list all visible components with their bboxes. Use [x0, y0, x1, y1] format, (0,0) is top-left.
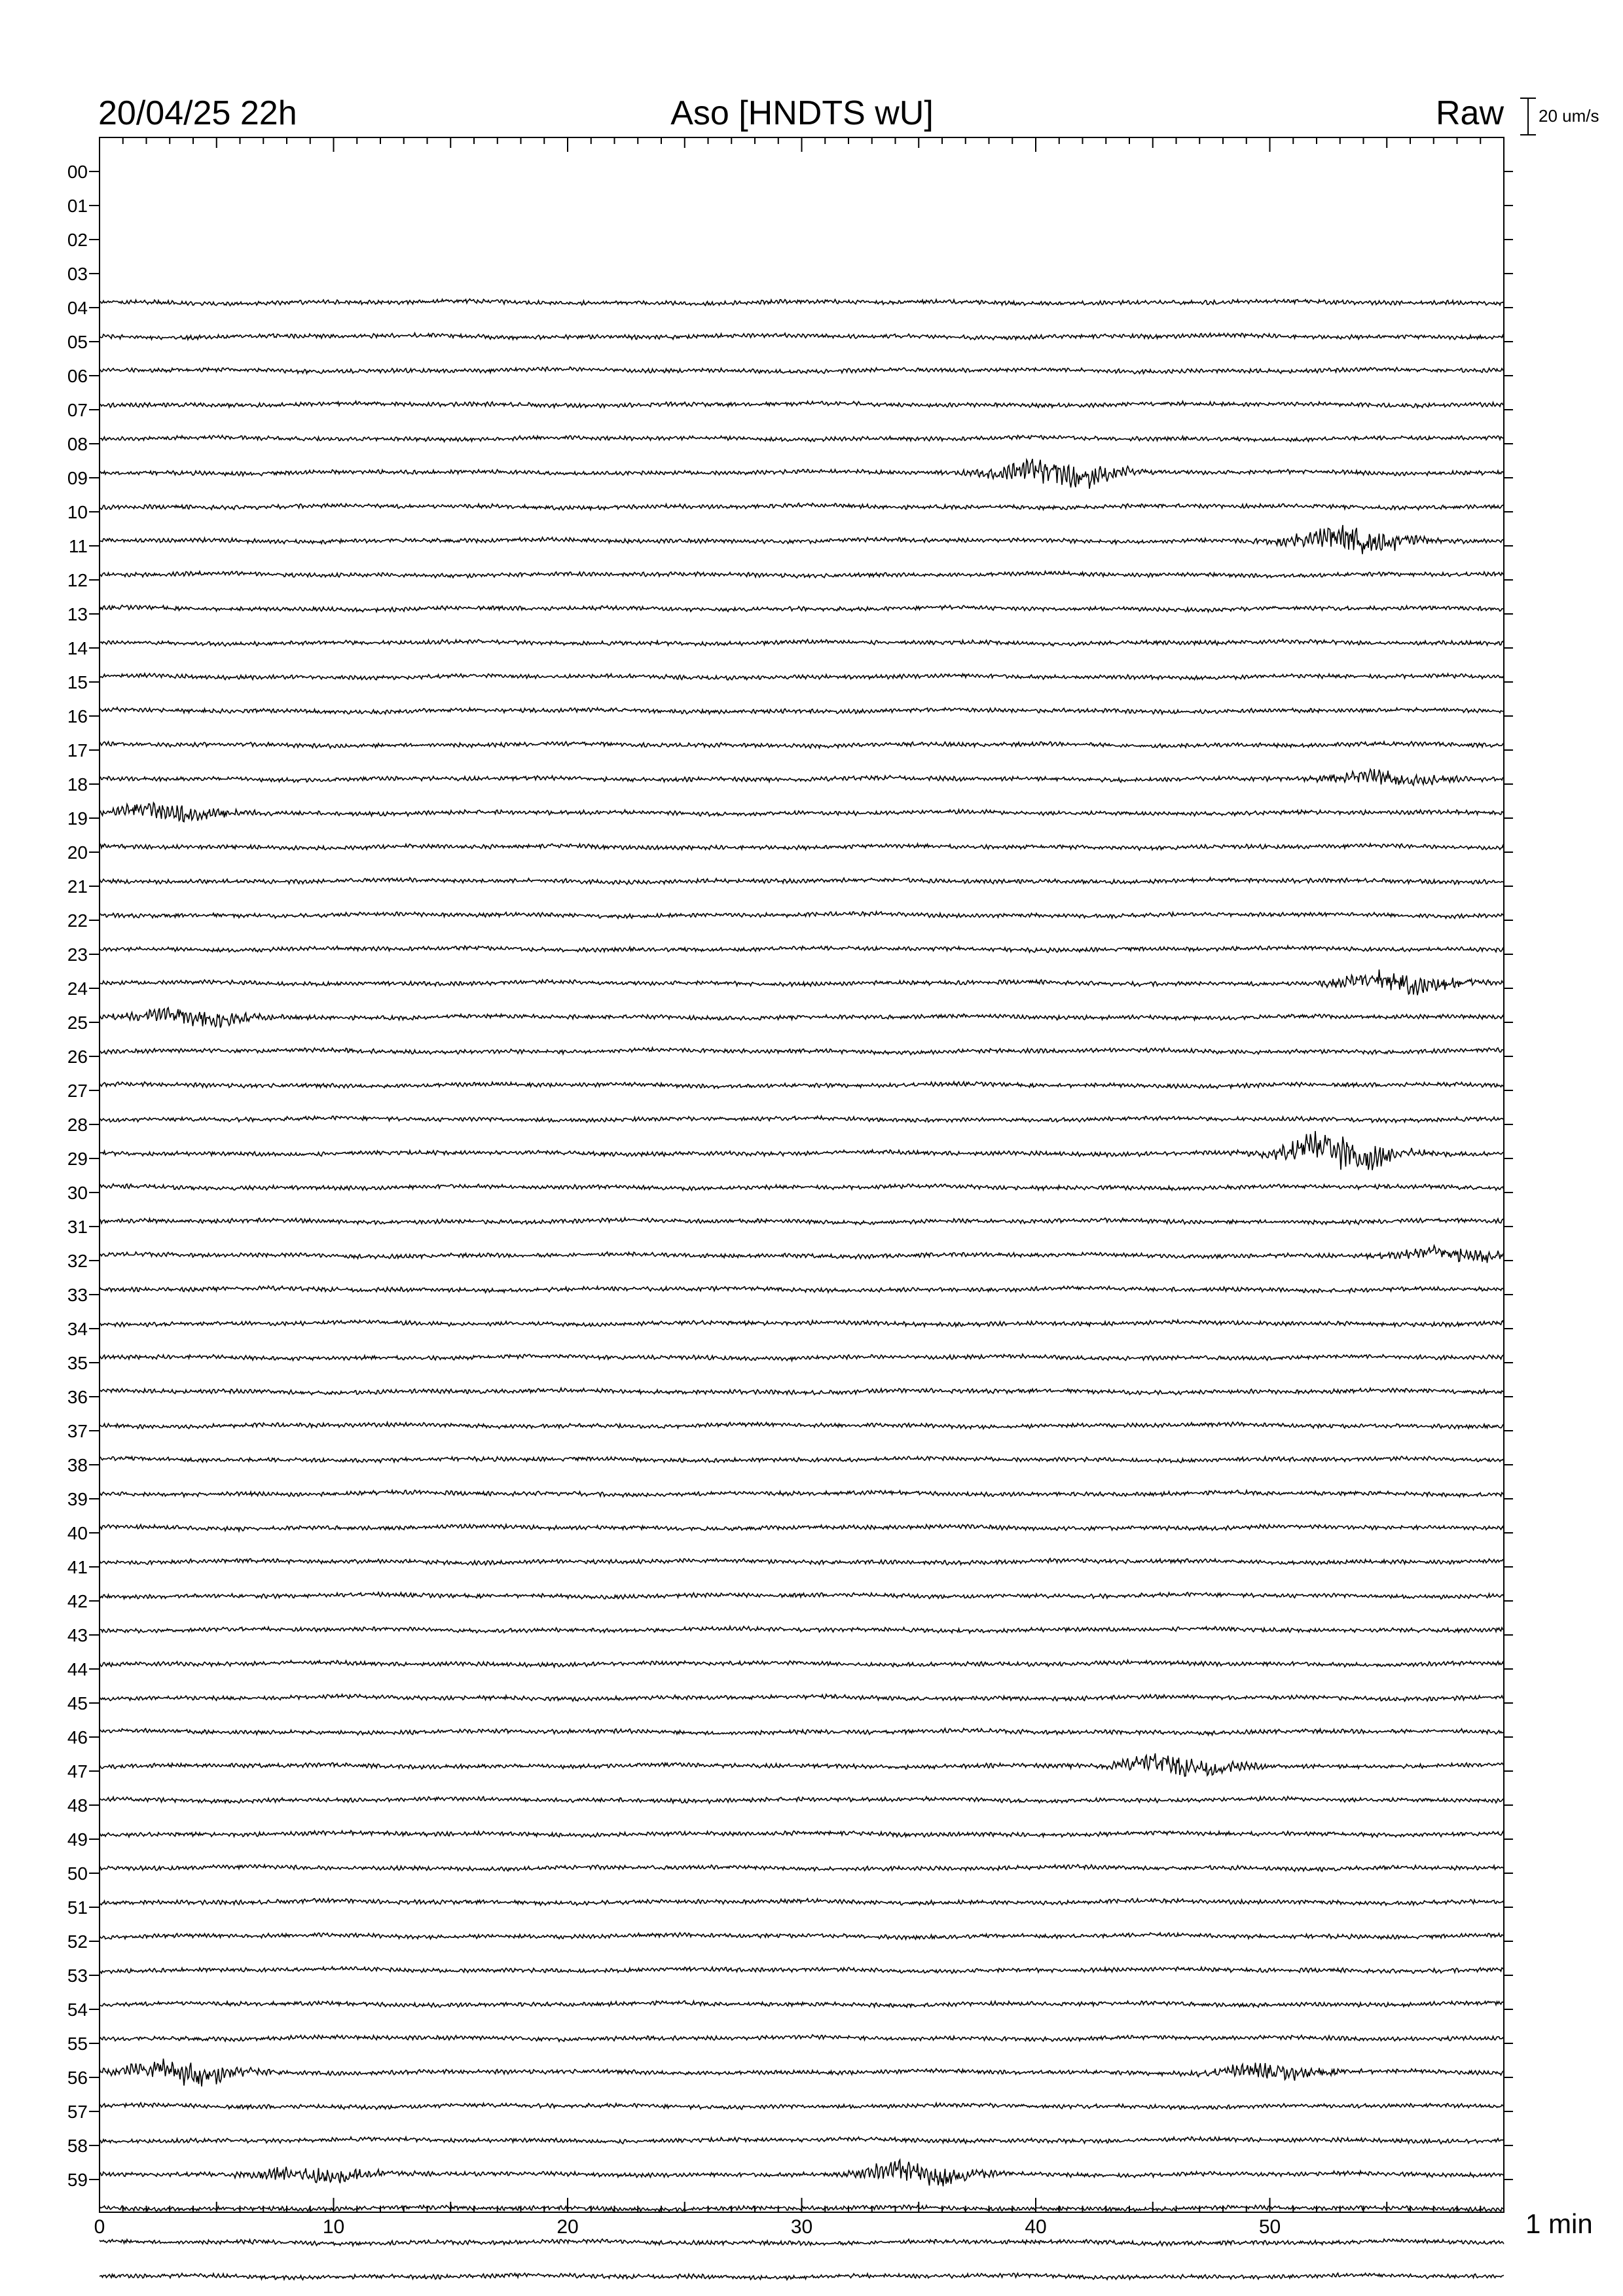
row-label: 21: [67, 876, 88, 897]
trace-row-57: [100, 2103, 1504, 2109]
trace-row-12: [100, 571, 1504, 578]
row-label: 38: [67, 1455, 88, 1475]
row-label: 43: [67, 1625, 88, 1645]
x-tick-label: 30: [790, 2216, 813, 2238]
row-label: 08: [67, 434, 88, 454]
row-label: 22: [67, 910, 88, 931]
row-label: 24: [67, 978, 88, 999]
trace-row-04: [100, 299, 1504, 306]
trace-row-34: [100, 1320, 1504, 1327]
row-label: 40: [67, 1523, 88, 1543]
row-label: 35: [67, 1353, 88, 1373]
trace-row-26: [100, 1048, 1504, 1055]
trace-row-17: [100, 742, 1504, 748]
trace-row-extra-62: [100, 2273, 1504, 2280]
row-label: 19: [67, 808, 88, 829]
trace-row-42: [100, 1592, 1504, 1599]
trace-row-37: [100, 1422, 1504, 1429]
row-label: 25: [67, 1013, 88, 1033]
row-label: 51: [67, 1897, 88, 1918]
trace-row-58: [100, 2137, 1504, 2144]
x-tick-label: 10: [322, 2216, 345, 2238]
trace-row-07: [100, 401, 1504, 408]
row-label: 36: [67, 1387, 88, 1407]
row-label: 10: [67, 502, 88, 522]
trace-row-14: [100, 639, 1504, 646]
row-label: 30: [67, 1183, 88, 1203]
trace-row-30: [100, 1184, 1504, 1191]
row-label: 29: [67, 1149, 88, 1169]
row-label: 34: [67, 1319, 88, 1339]
row-label: 52: [67, 1931, 88, 1952]
row-label: 41: [67, 1557, 88, 1577]
row-label: 49: [67, 1829, 88, 1850]
row-label: 23: [67, 944, 88, 965]
trace-row-44: [100, 1660, 1504, 1668]
trace-row-59: [100, 2160, 1504, 2186]
trace-row-36: [100, 1388, 1504, 1395]
row-label: 39: [67, 1489, 88, 1509]
trace-row-06: [100, 367, 1504, 374]
amplitude-scale-bar: [1520, 98, 1536, 135]
trace-row-50: [100, 1865, 1504, 1871]
row-label: 26: [67, 1047, 88, 1067]
x-tick-labels: [94, 2216, 1281, 2238]
x-axis-unit-label: 1 min: [1525, 2208, 1593, 2239]
trace-row-19: [100, 802, 1504, 821]
x-tick-label: 40: [1025, 2216, 1047, 2238]
row-label: 07: [67, 400, 88, 420]
scale-label: 20 um/s: [1539, 106, 1599, 126]
trace-row-48: [100, 1797, 1504, 1803]
row-label: 56: [67, 2068, 88, 2088]
row-label: 01: [67, 196, 88, 216]
trace-row-10: [100, 503, 1504, 511]
row-label: 04: [67, 298, 88, 318]
trace-row-43: [100, 1626, 1504, 1633]
header-mode: Raw: [1435, 94, 1504, 132]
trace-row-46: [100, 1729, 1504, 1735]
row-label: 17: [67, 740, 88, 761]
row-label: 09: [67, 468, 88, 488]
trace-row-18: [100, 769, 1504, 785]
row-label: 50: [67, 1863, 88, 1884]
trace-row-22: [100, 912, 1504, 918]
trace-row-41: [100, 1558, 1504, 1565]
trace-row-27: [100, 1082, 1504, 1088]
trace-row-28: [100, 1116, 1504, 1122]
row-label: 55: [67, 2034, 88, 2054]
row-label: 54: [67, 2000, 88, 2020]
trace-row-23: [100, 946, 1504, 952]
trace-row-51: [100, 1899, 1504, 1905]
trace-row-21: [100, 878, 1504, 884]
trace-row-47: [100, 1753, 1504, 1776]
trace-row-15: [100, 673, 1504, 680]
row-label: 11: [68, 536, 88, 556]
header-datetime: 20/04/25 22h: [98, 94, 297, 132]
row-label: 20: [67, 842, 88, 863]
row-label: 46: [67, 1727, 88, 1748]
trace-row-24: [100, 969, 1504, 995]
row-label: 03: [67, 264, 88, 284]
trace-row-38: [100, 1456, 1504, 1463]
trace-row-39: [100, 1490, 1504, 1497]
row-label: 37: [67, 1421, 88, 1441]
row-label: 32: [67, 1251, 88, 1271]
trace-row-20: [100, 844, 1504, 850]
row-label: 31: [67, 1217, 88, 1237]
right-axis-ticks: [1504, 171, 1513, 2179]
row-label: 14: [67, 638, 88, 658]
row-labels: [67, 162, 100, 2190]
row-label: 58: [67, 2136, 88, 2156]
row-label: 28: [67, 1115, 88, 1135]
trace-row-25: [100, 1008, 1504, 1028]
row-label: 33: [67, 1285, 88, 1305]
trace-row-29: [100, 1131, 1504, 1170]
trace-row-extra-61: [100, 2239, 1504, 2246]
trace-row-52: [100, 1933, 1504, 1939]
trace-row-54: [100, 2001, 1504, 2007]
row-label: 48: [67, 1795, 88, 1816]
trace-row-09: [100, 459, 1504, 489]
top-axis-ticks: [100, 137, 1504, 152]
row-label: 42: [67, 1591, 88, 1611]
trace-row-33: [100, 1286, 1504, 1293]
trace-row-55: [100, 2035, 1504, 2041]
row-label: 06: [67, 366, 88, 386]
row-label: 12: [67, 570, 88, 590]
trace-row-05: [100, 333, 1504, 340]
trace-row-16: [100, 708, 1504, 714]
x-tick-label: 50: [1258, 2216, 1281, 2238]
x-tick-label: 0: [94, 2216, 105, 2238]
row-label: 47: [67, 1761, 88, 1782]
row-label: 27: [67, 1081, 88, 1101]
trace-row-45: [100, 1695, 1504, 1701]
row-label: 05: [67, 332, 88, 352]
row-label: 15: [67, 672, 88, 692]
seismic-traces: [100, 299, 1504, 2280]
row-label: 13: [67, 604, 88, 624]
row-label: 00: [67, 162, 88, 182]
trace-row-53: [100, 1967, 1504, 1973]
row-label: 44: [67, 1659, 88, 1679]
x-tick-label: 20: [556, 2216, 579, 2238]
trace-row-56: [100, 2058, 1504, 2087]
trace-row-31: [100, 1218, 1504, 1225]
trace-row-49: [100, 1831, 1504, 1837]
chart-title: Aso [HNDTS wU]: [670, 94, 934, 132]
trace-row-08: [100, 435, 1504, 442]
trace-row-11: [100, 525, 1504, 554]
row-label: 53: [67, 1965, 88, 1986]
trace-row-32: [100, 1246, 1504, 1263]
row-label: 16: [67, 706, 88, 726]
row-label: 59: [67, 2170, 88, 2190]
row-label: 57: [67, 2102, 88, 2122]
trace-row-35: [100, 1354, 1504, 1361]
row-label: 02: [67, 230, 88, 250]
trace-row-40: [100, 1524, 1504, 1531]
trace-row-13: [100, 605, 1504, 612]
row-label: 18: [67, 774, 88, 795]
row-label: 45: [67, 1693, 88, 1713]
